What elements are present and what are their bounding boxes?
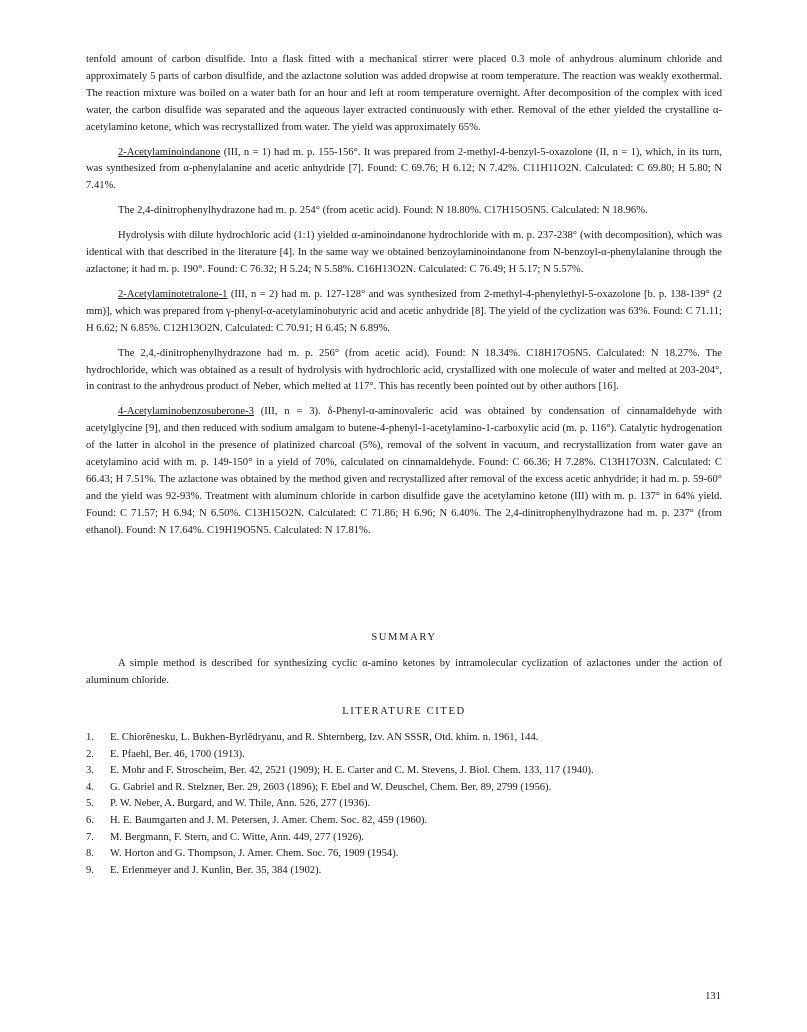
summary-text: A simple method is described for synthesizing cyclic α-amino ketones by intramolecular cyclization of azlactones under the action of aluminum chloride. [86, 658, 722, 686]
paragraph-body: (III, n = 2) had m. p. 127-128° and was synthesized from 2-methyl-4-phenylethyl-5-oxazolone [b. p. 138-139° (2 mm)], which was prepared from γ-phenyl-α-acetylaminobutyric acid and acetic anhydride [8]. The yield of the cyclization was 63%. Found: C 71.11; H 6.62; N 6.85%. C12H13O2N. Calculated: C 70.91; H 6.45; N 6.89%. [86, 288, 722, 334]
paragraph-body: (III, n = 1) had m. p. 155-156°. It was prepared from 2-methyl-4-benzyl-5-oxazolone (II, n = 1), which, in its turn, was synthesized from α-phenylalanine and acetic anhydride [7]. Found: C 69.76; H 6.12; N 7.42%. C11H11O2N. Calculated: C 69.80; H 5.80; N 7.41%. [86, 146, 722, 192]
reference-number: 7. [86, 831, 94, 843]
literature-heading: LITERATURE CITED [342, 706, 466, 717]
reference-number: 6. [86, 814, 94, 826]
reference-text: E. Pfaehl, Ber. 46, 1700 (1913). [110, 748, 245, 760]
reference-item [86, 763, 746, 780]
paragraph-dnp-indanone: The 2,4-dinitrophenylhydrazone had m. p. 254° (from acetic acid). Found: N 18.80%. C17H15O5N5. Calculated: N 18.96%. [118, 205, 648, 217]
compound-title-benzosuberone: 4-Acetylaminobenzosuberone-3 [118, 406, 254, 418]
paragraph-body: (III, n = 3). δ-Phenyl-α-aminovaleric acid was obtained by condensation of cinnamaldehyde with acetylglycine [9], and then reduced with sodium amalgam to butene-4-phenyl-1-acetylamino-1-carboxylic acid (m. p. 116°). Catalytic hydrogenation of the latter in alcohol in the presence of platinized charcoal (5%), removal of the solvent in vacuum, and recrystallization from water gave an acetylamino acid with m. p. 149-150° in a yield of 70%, calculated on cinnamaldehyde. Found: C 66.36; H 7.28%. C13H17O3N. Calculated: C 66.43; H 7.51%. The azlactone was obtained by the method given and recrystallized after removal of the excess acetic anhydride; it had m. p. 59-60° and the yield was 92-93%. Treatment with aluminum chloride in carbon disulfide gave the acetylamino ketone (III) with m. p. 137° in 64% yield. Found: C 71.57; H 6.94; N 6.50%. C13H15O2N. Calculated: C 71.86; H 6.96; N 6.40%. The 2,4-dinitrophenylhydrazone had m. p. 237° (from ethanol). Found: N 17.64%. C19H19O5N5. Calculated: N 17.81%. [86, 406, 722, 536]
reference-item [86, 863, 746, 880]
paragraph-dnp-tetralone: The 2,4,-dinitrophenylhydrazone had m. p. 256° (from acetic acid). Found: N 18.34%. C18H17O5N5. Calculated: N 18.27%. The hydrochloride, which was obtained as a result of hydrolysis with hydrochloric acid, crystallized with one molecule of water and melted at 203-204°, in contrast to the anhydrous product of Neber, which melted at 117°. This has recently been pointed out by other authors [16]. [86, 347, 722, 393]
reference-item [86, 747, 746, 764]
reference-number: 8. [86, 848, 94, 860]
paragraph-hydrolysis: Hydrolysis with dilute hydrochloric acid (1:1) yielded α-aminoindanone hydrochloride with m. p. 237-238° (with decomposition), which was identical with that described in the literature [4]. In the same way we obtained benzoylaminoindanone from N-benzoyl-α-phenylalanine through the azlactone; it had m. p. 190°. Found: C 76.32; H 5.24; N 5.58%. C16H13O2N. Calculated: C 76.49; H 5.17; N 5.57%. [86, 230, 722, 275]
reference-text: E. Erlenmeyer and J. Kunlin, Ber. 35, 384 (1902). [110, 864, 322, 876]
reference-number: 3. [86, 765, 94, 777]
paragraph-acetylaminoindanone [86, 145, 722, 196]
reference-text: G. Gabriel and R. Stelzner, Ber. 29, 2603 (1896); F. Ebel and W. Deuschel, Chem. Ber. 89, 2799 (1956). [110, 781, 552, 793]
compound-title-tetralone: 2-Acetylaminotetralone-1 [118, 288, 228, 300]
reference-number: 2. [86, 748, 94, 760]
reference-list [86, 730, 746, 879]
reference-item [86, 730, 746, 747]
summary-heading: SUMMARY [371, 632, 437, 643]
reference-text: H. E. Baumgarten and J. M. Petersen, J. Amer. Chem. Soc. 82, 459 (1960). [110, 814, 428, 826]
experimental-section [86, 52, 722, 540]
reference-item [86, 846, 746, 863]
paragraph-acetylaminotetralone [86, 287, 722, 338]
summary-section [86, 656, 722, 690]
reference-number: 4. [86, 781, 94, 793]
reference-item [86, 830, 746, 847]
reference-text: W. Horton and G. Thompson, J. Amer. Chem. Soc. 76, 1909 (1954). [110, 848, 399, 860]
reference-item [86, 796, 746, 813]
reference-text: E. Chiorĕnesku, L. Bukhen-Byrlĕdryanu, and R. Shternberg, Izv. AN SSSR, Otd. khim. n. 1961, 144. [110, 732, 539, 743]
reference-number: 9. [86, 864, 94, 876]
reference-text: M. Bergmann, F. Stern, and C. Witte, Ann. 449, 277 (1926). [110, 831, 365, 843]
reference-number: 5. [86, 798, 94, 810]
compound-title-indanone: 2-Acetylaminoindanone [118, 146, 221, 158]
reference-item [86, 813, 746, 830]
reference-text: E. Mohr and F. Stroscheim, Ber. 42, 2521 (1909); H. E. Carter and C. M. Stevens, J. Biol. Chem. 133, 117 (1940). [110, 765, 594, 777]
page-number: 131 [705, 991, 721, 1002]
reference-item [86, 780, 746, 797]
reference-text: P. W. Neber, A. Burgard, and W. Thile, Ann. 526, 277 (1936). [110, 798, 371, 810]
paragraph-acetylaminobenzosuberone [86, 404, 722, 539]
reference-number: 1. [86, 732, 94, 743]
paragraph-procedure: tenfold amount of carbon disulfide. Into a flask fitted with a mechanical stirrer were placed 0.3 mole of anhydrous aluminum chloride and approximately 5 parts of carbon disulfide, and the azlactone solution was added dropwise at room temperature. The reaction was weakly exothermal. The reaction mixture was boiled on a water bath for an hour and left at room temperature overnight. After decomposition of the complex with iced water, the carbon disulfide was separated and the aqueous layer extracted continuously with ether. Removal of the ether yielded the crystalline α-acetylamino ketone, which was recrystallized from water. The yield was approximately 65%. [86, 54, 722, 133]
